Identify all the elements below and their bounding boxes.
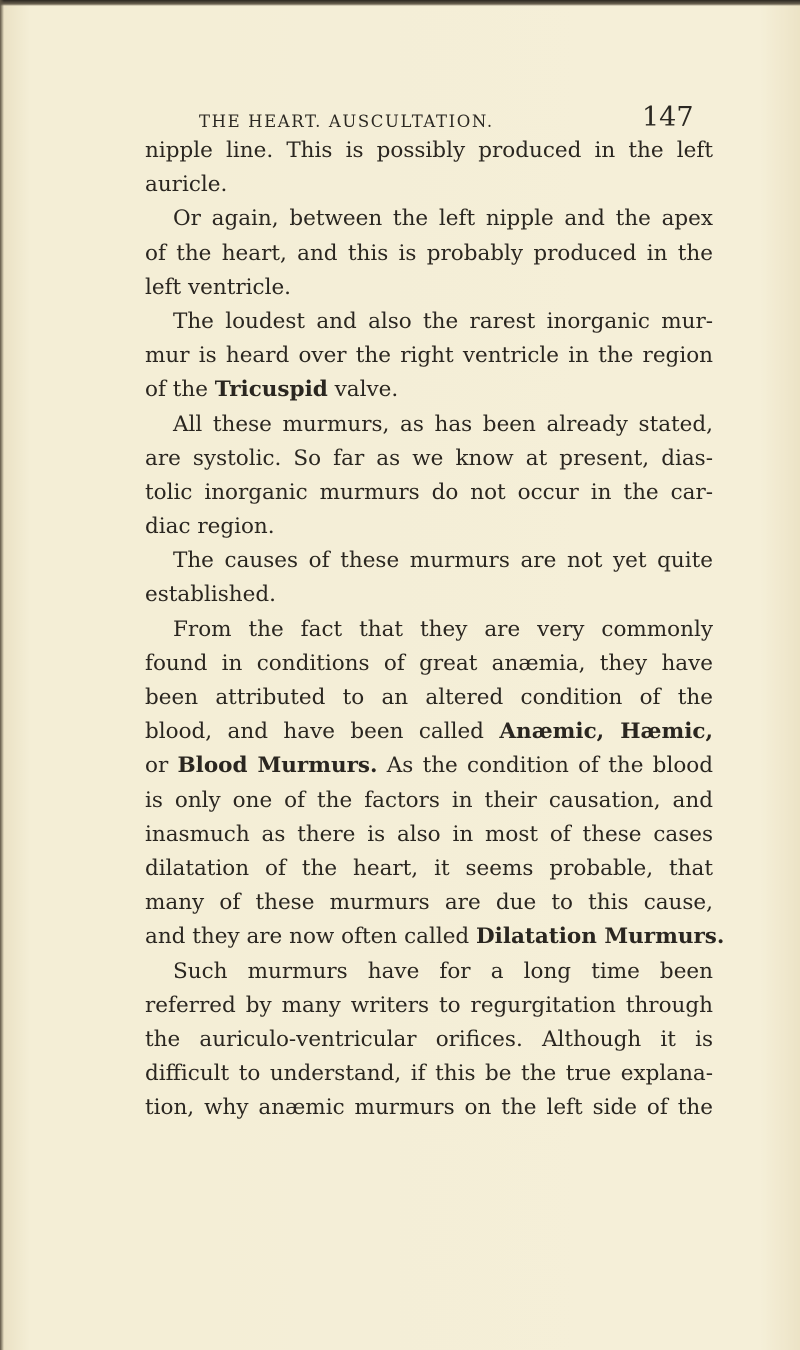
text-line: the auriculo-ventricular orifices. Although it is (145, 1026, 713, 1052)
body-text (145, 134, 725, 1125)
emphasis-term: Anæmic, Hæmic, (499, 719, 713, 745)
text-line: is only one of the factors in their causation, and (145, 787, 713, 813)
text-line: referred by many writers to regurgitation through (145, 992, 713, 1018)
text-line: All these murmurs, as has been already stated, (173, 411, 713, 437)
text-line: auricle. (145, 172, 228, 198)
text-line: The causes of these murmurs are not yet quite (173, 548, 713, 574)
text-line: of the Tricuspid valve. (145, 377, 399, 403)
running-title: THE HEART. AUSCULTATION. (199, 112, 494, 131)
emphasis-term: Tricuspid (214, 377, 328, 403)
page-binding-edge (0, 0, 4, 1350)
text-line: dilatation of the heart, it seems probable, that (145, 855, 713, 881)
text-line: many of these murmurs are due to this cause, (145, 890, 713, 916)
text-line: nipple line. This is possibly produced in the left (145, 138, 713, 163)
page-header (0, 98, 800, 138)
text-line: blood, and have been called Anæmic, Hæmic, (145, 719, 713, 745)
emphasis-term: Blood Murmurs. (177, 753, 378, 779)
emphasis-term: Dilatation Murmurs. (476, 924, 725, 950)
page-number: 147 (642, 102, 694, 133)
page-top-edge (0, 0, 800, 6)
text-line: From the fact that they are very commonly (173, 616, 713, 642)
text-line: tion, why anæmic murmurs on the left side of the (145, 1095, 713, 1121)
text-line: of the heart, and this is probably produced in the (145, 240, 713, 266)
text-line: tolic inorganic murmurs do not occur in the car- (145, 479, 713, 505)
text-line: diac region. (145, 514, 275, 540)
text-line: left ventricle. (145, 274, 292, 300)
text-line: inasmuch as there is also in most of these cases (145, 821, 713, 847)
text-line: or Blood Murmurs. As the condition of the blood (145, 753, 713, 779)
text-line: and they are now often called Dilatation Murmurs. (145, 924, 725, 950)
text-line: been attributed to an altered condition of the (145, 685, 713, 710)
text-line: Such murmurs have for a long time been (173, 958, 713, 984)
text-line: difficult to understand, if this be the true explana- (145, 1061, 713, 1087)
text-line: are systolic. So far as we know at present, dias- (145, 445, 713, 471)
text-line: found in conditions of great anæmia, they have (145, 650, 713, 676)
text-line: Or again, between the left nipple and the apex (173, 206, 713, 232)
text-line: established. (145, 582, 276, 608)
text-line: mur is heard over the right ventricle in the region (145, 343, 713, 369)
text-line: The loudest and also the rarest inorganic mur- (173, 308, 713, 334)
